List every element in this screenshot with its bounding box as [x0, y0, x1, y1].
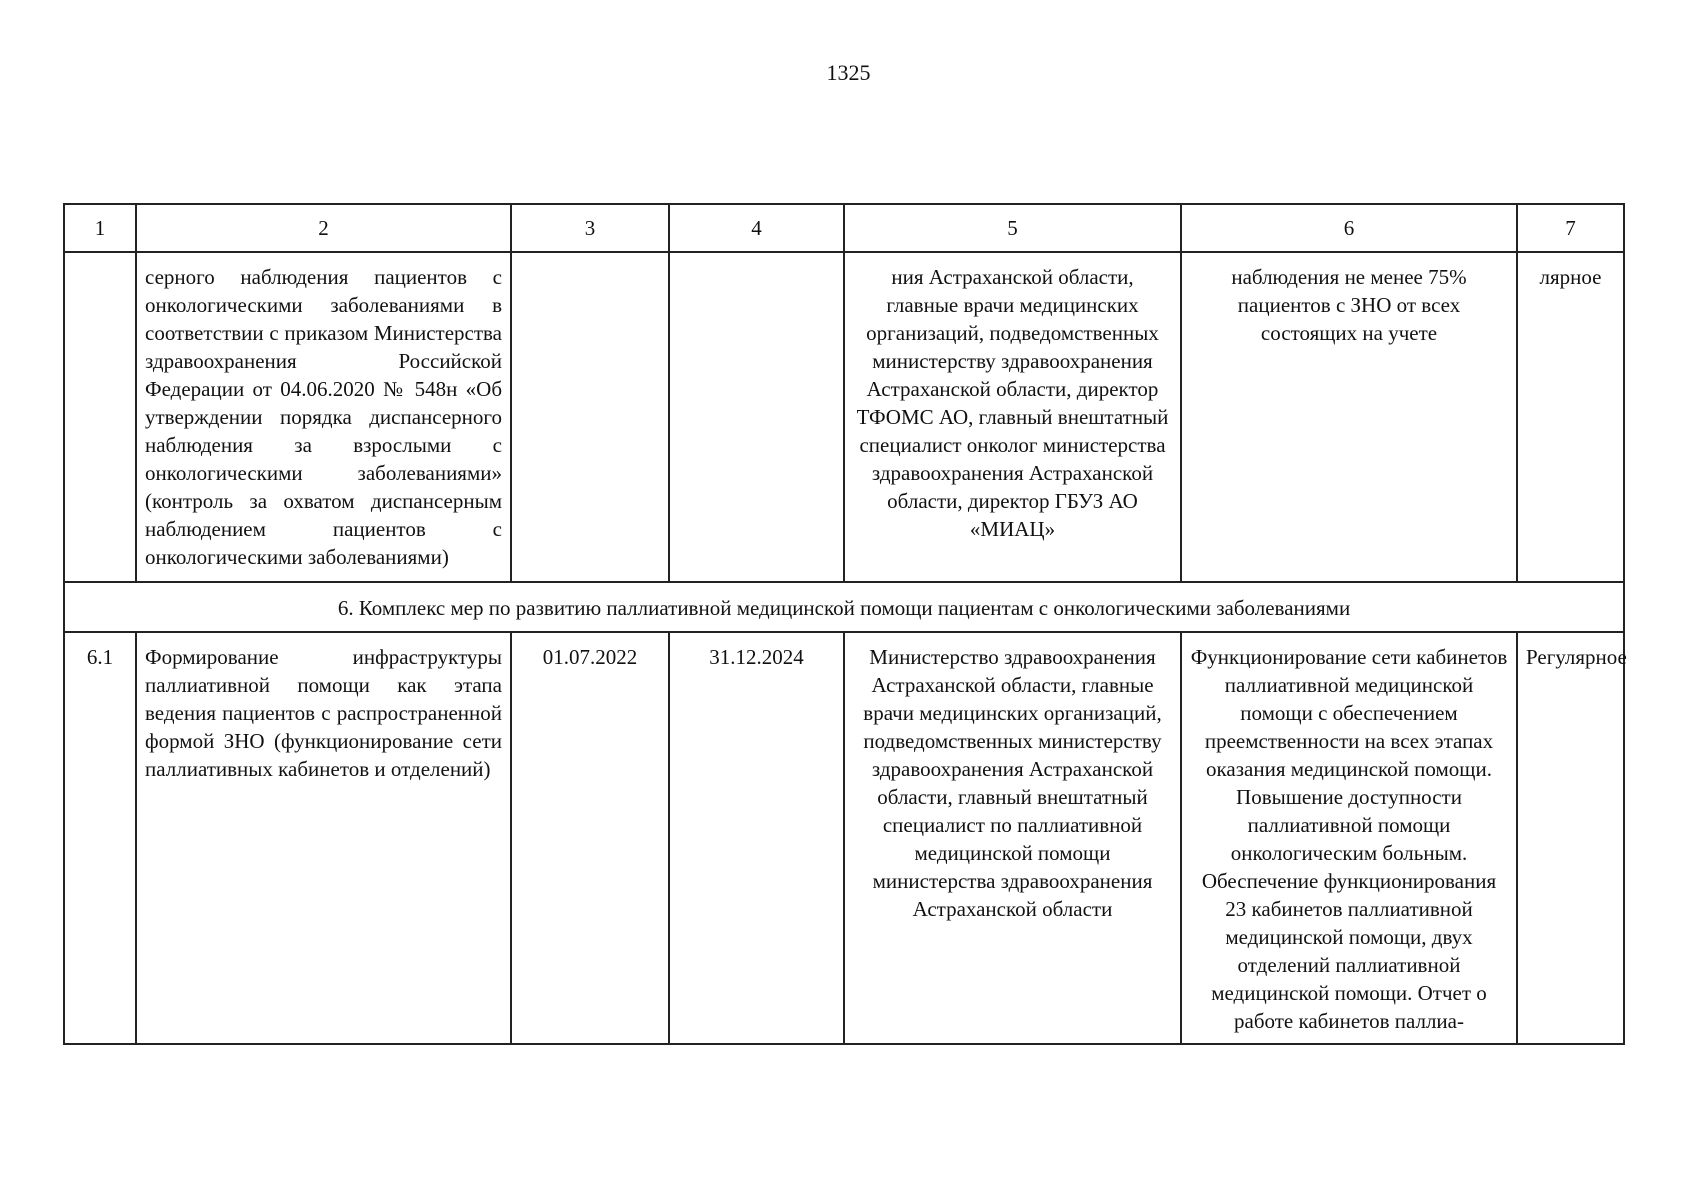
section-title: 6. Комплекс мер по развитию паллиативной медицинской помощи пациентам с онкологическими заболеваниями: [64, 582, 1624, 632]
column-number-row: [64, 204, 1624, 252]
periodicity-cell: Регулярное: [1517, 632, 1624, 1044]
responsible-cell: Министерство здравоохранения Астраханской области, главные врачи медицинских организаций, подведомственных министерству здравоохранения Астраханской области, главный внештатный специалист по паллиативной медицинской помощи министерства здравоохранения Астраханской области: [844, 632, 1181, 1044]
column-number-4: 4: [669, 204, 844, 252]
column-number-5: 5: [844, 204, 1181, 252]
responsible-cell: ния Астраханской области, главные врачи медицинских организаций, подведомственных министерству здравоохранения Астраханской области, директор ТФОМС АО, главный внештатный специалист онколог министерства здравоохранения Астраханской области, директор ГБУЗ АО «МИАЦ»: [844, 252, 1181, 582]
end-date-cell: 31.12.2024: [669, 632, 844, 1044]
periodicity-cell: лярное: [1517, 252, 1624, 582]
column-number-7: 7: [1517, 204, 1624, 252]
measure-name-cell: Формирование инфраструктуры паллиативной помощи как этапа ведения пациентов с распространенной формой ЗНО (функционирование сети паллиативных кабинетов и отделений): [136, 632, 511, 1044]
start-date-cell: 01.07.2022: [511, 632, 669, 1044]
end-date-cell: [669, 252, 844, 582]
section-row: [64, 582, 1624, 632]
table-row: [64, 632, 1624, 1044]
column-number-1: 1: [64, 204, 136, 252]
result-cell: Функционирование сети кабинетов паллиативной медицинской помощи с обеспечением преемственности на всех этапах оказания медицинской помощи. Повышение доступности паллиативной помощи онкологическим больным. Обеспечение функционирования 23 кабинетов паллиативной медицинской помощи, двух отделений паллиативной медицинской помощи. Отчет о работе кабинетов паллиа-: [1181, 632, 1517, 1044]
measures-table: [63, 203, 1625, 1045]
column-number-6: 6: [1181, 204, 1517, 252]
result-cell: наблюдения не менее 75% пациентов с ЗНО от всех состоящих на учете: [1181, 252, 1517, 582]
table-row: [64, 252, 1624, 582]
measure-name-cell: серного наблюдения пациентов с онкологическими заболеваниями в соответствии с приказом Министерства здравоохранения Российской Федерации от 04.06.2020 № 548н «Об утверждении порядка диспансерного наблюдения за взрослыми с онкологическими заболеваниями» (контроль за охватом диспансерным наблюдением пациентов с онкологическими заболеваниями): [136, 252, 511, 582]
page-number: 1325: [826, 60, 871, 85]
start-date-cell: [511, 252, 669, 582]
row-number-cell: [64, 252, 136, 582]
row-number-cell: 6.1: [64, 632, 136, 1044]
column-number-3: 3: [511, 204, 669, 252]
column-number-2: 2: [136, 204, 511, 252]
